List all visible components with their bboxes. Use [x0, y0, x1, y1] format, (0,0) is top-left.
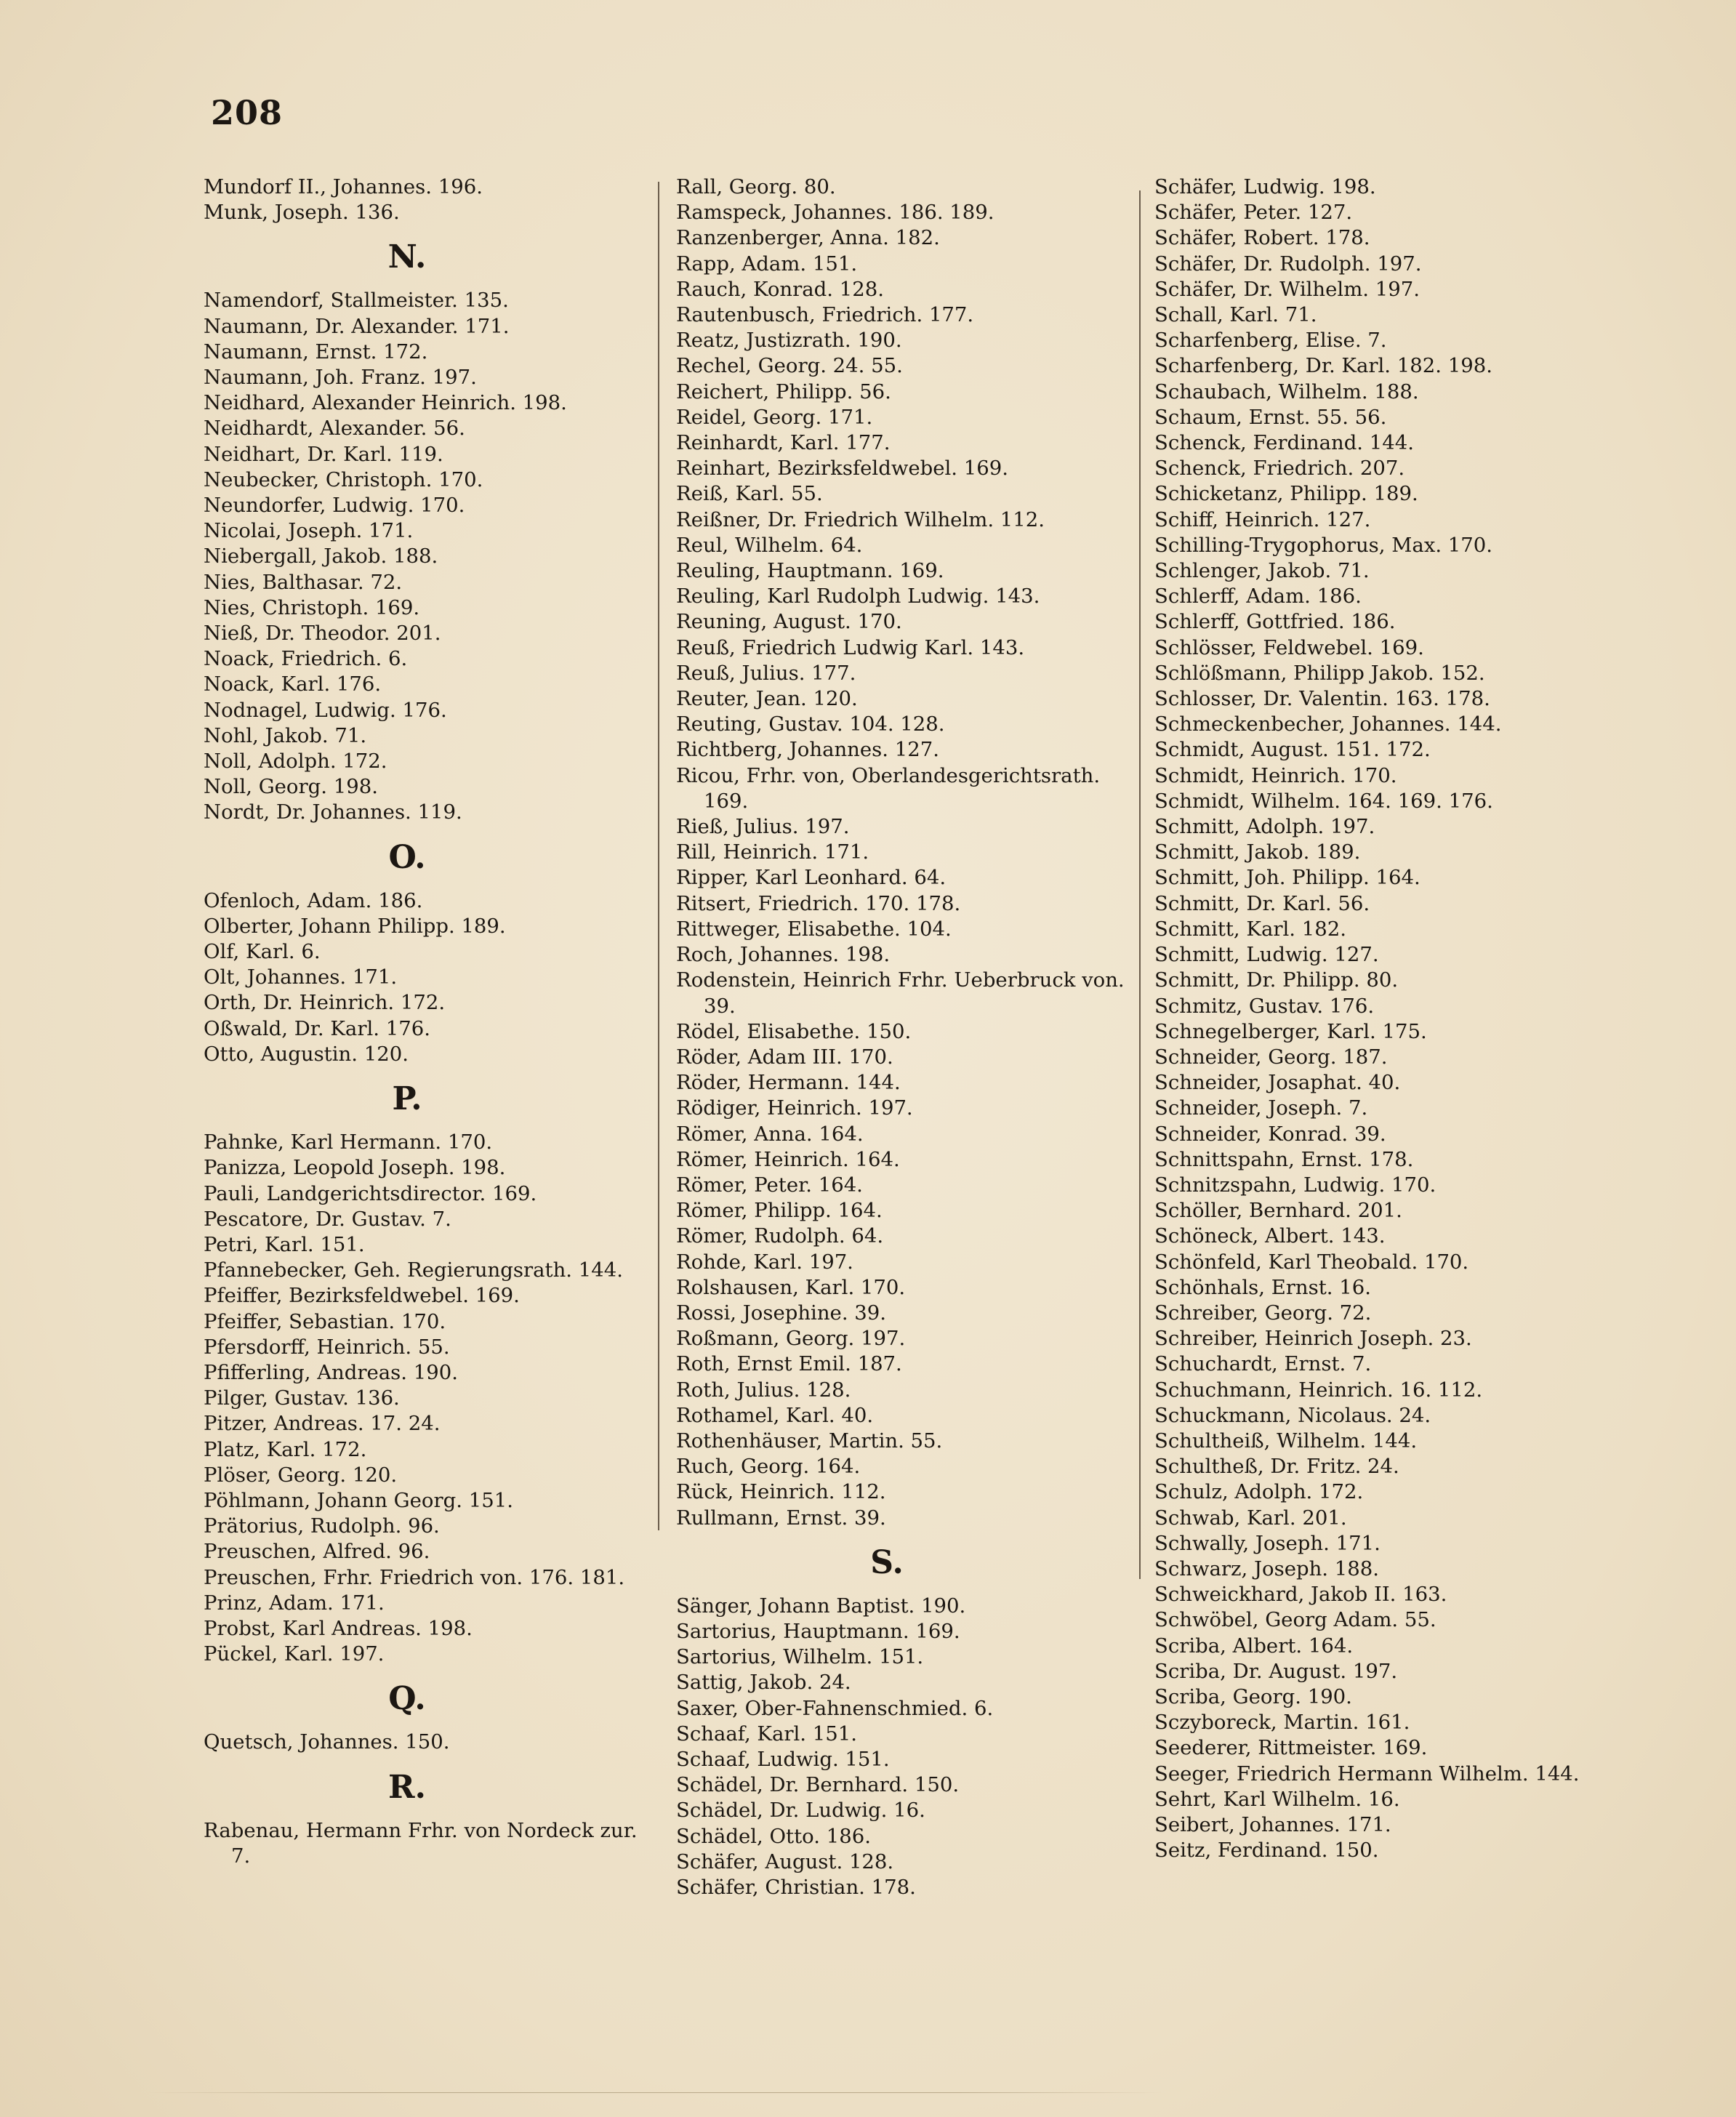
index-entry: Schmidt, Heinrich. 170.: [1154, 763, 1397, 787]
index-entry: Probst, Karl Andreas. 198.: [204, 1616, 473, 1640]
index-entry: Schmitt, Joh. Philipp. 164.: [1154, 866, 1420, 890]
index-entry: Schädel, Otto. 186.: [676, 1824, 871, 1848]
index-entry: Schweickhard, Jakob II. 163.: [1154, 1583, 1447, 1607]
index-entry: Schönfeld, Karl Theobald. 170.: [1154, 1250, 1469, 1274]
index-entry: Röder, Adam III. 170.: [676, 1045, 893, 1069]
index-entry: Ruch, Georg. 164.: [676, 1455, 861, 1479]
index-entry: Schneider, Josaphat. 40.: [1154, 1071, 1401, 1095]
index-entry: Schlosser, Dr. Valentin. 163. 178.: [1154, 687, 1490, 711]
index-entry: Noll, Georg. 198.: [204, 775, 378, 799]
index-entry: Rieß, Julius. 197.: [676, 815, 850, 839]
index-entry: Schönhals, Ernst. 16.: [1154, 1275, 1372, 1299]
index-entry: Namendorf, Stallmeister. 135.: [204, 289, 509, 313]
index-entry: Rothamel, Karl. 40.: [676, 1403, 874, 1427]
index-entry: Ofenloch, Adam. 186.: [204, 888, 423, 912]
index-entry: Schäfer, Dr. Wilhelm. 197.: [1154, 277, 1420, 301]
index-entry: Schnegelberger, Karl. 175.: [1154, 1019, 1427, 1043]
index-entry: Schaubach, Wilhelm. 188.: [1154, 379, 1419, 403]
index-entry: Rück, Heinrich. 112.: [676, 1480, 886, 1504]
index-entry: Röder, Hermann. 144.: [676, 1071, 901, 1095]
index-entry: Rullmann, Ernst. 39.: [676, 1506, 886, 1530]
index-entry: Schuckmann, Nicolaus. 24.: [1154, 1403, 1431, 1427]
index-entry: Reichert, Philipp. 56.: [676, 379, 891, 403]
index-entry: Pfeiffer, Sebastian. 170.: [204, 1309, 446, 1333]
index-entry: Nodnagel, Ludwig. 176.: [204, 698, 447, 722]
index-entry: Schlenger, Jakob. 71.: [1154, 559, 1370, 583]
index-entry: Ramspeck, Johannes. 186. 189.: [676, 201, 994, 225]
index-entry: Schmeckenbecher, Johannes. 144.: [1154, 712, 1502, 736]
index-entry: Schmitz, Gustav. 176.: [1154, 994, 1375, 1018]
index-entry: Pahnke, Karl Hermann. 170.: [204, 1130, 493, 1154]
index-entry: Schäfer, Dr. Rudolph. 197.: [1154, 252, 1422, 276]
index-entry: Quetsch, Johannes. 150.: [204, 1730, 450, 1754]
index-entry: Schultheß, Dr. Fritz. 24.: [1154, 1455, 1399, 1479]
index-entry: Prätorius, Rudolph. 96.: [204, 1514, 440, 1538]
index-entry: Schneider, Joseph. 7.: [1154, 1096, 1368, 1120]
index-entry: Schneider, Konrad. 39.: [1154, 1122, 1386, 1146]
section-letter-heading: N.: [387, 238, 427, 276]
index-entry: Scriba, Albert. 164.: [1154, 1634, 1354, 1658]
index-entry: Nies, Christoph. 169.: [204, 595, 420, 619]
index-entry: Neidhardt, Alexander. 56.: [204, 417, 465, 441]
index-entry: Nordt, Dr. Johannes. 119.: [204, 800, 462, 824]
index-entry: Schmitt, Karl. 182.: [1154, 917, 1347, 941]
index-entry: Pfeiffer, Bezirksfeldwebel. 169.: [204, 1284, 520, 1308]
index-entry: Neidhard, Alexander Heinrich. 198.: [204, 391, 567, 415]
index-entry: Schwöbel, Georg Adam. 55.: [1154, 1608, 1436, 1632]
index-entry: Niebergall, Jakob. 188.: [204, 545, 438, 569]
index-entry: Plöser, Georg. 120.: [204, 1463, 398, 1487]
index-entry: Seederer, Rittmeister. 169.: [1154, 1736, 1428, 1760]
index-entry: Schmidt, Wilhelm. 164. 169. 176.: [1154, 789, 1493, 813]
index-entry: Schaaf, Ludwig. 151.: [676, 1747, 890, 1771]
index-entry: Schwally, Joseph. 171.: [1154, 1531, 1381, 1555]
index-entry: Schöneck, Albert. 143.: [1154, 1224, 1386, 1248]
index-entry: Neundorfer, Ludwig. 170.: [204, 494, 465, 518]
index-entry: Nicolai, Joseph. 171.: [204, 519, 414, 543]
index-entry: Olt, Johannes. 171.: [204, 965, 398, 989]
index-entry: Rödiger, Heinrich. 197.: [676, 1096, 913, 1120]
index-entry: Rodenstein, Heinrich Frhr. Ueberbruck von. 39.: [676, 968, 1125, 1018]
section-letter-heading: R.: [388, 1768, 426, 1806]
index-entry: Sartorius, Hauptmann. 169.: [676, 1619, 960, 1643]
index-entry: Schilling-Trygophorus, Max. 170.: [1154, 533, 1493, 557]
index-entry: Reuling, Karl Rudolph Ludwig. 143.: [676, 585, 1040, 608]
index-entry: Schäfer, Robert. 178.: [1154, 226, 1370, 250]
index-entry: Sczyboreck, Martin. 161.: [1154, 1711, 1410, 1735]
index-entry: Sehrt, Karl Wilhelm. 16.: [1154, 1787, 1400, 1811]
index-entry: Scharfenberg, Dr. Karl. 182. 198.: [1154, 354, 1492, 378]
index-entry: Schwab, Karl. 201.: [1154, 1506, 1347, 1530]
index-entry: Sattig, Jakob. 24.: [676, 1671, 851, 1695]
index-entry: Pilger, Gustav. 136.: [204, 1386, 400, 1410]
index-entry: Schall, Karl. 71.: [1154, 303, 1317, 327]
index-entry: Reuning, August. 170.: [676, 610, 902, 634]
index-entry: Schädel, Dr. Ludwig. 16.: [676, 1799, 925, 1823]
index-entry: Nies, Balthasar. 72.: [204, 570, 403, 594]
index-entry: Schulz, Adolph. 172.: [1154, 1480, 1364, 1504]
index-entry: Schreiber, Heinrich Joseph. 23.: [1154, 1327, 1472, 1351]
index-entry: Munk, Joseph. 136.: [204, 201, 400, 225]
index-entry: Naumann, Dr. Alexander. 171.: [204, 314, 510, 338]
index-entry: Ranzenberger, Anna. 182.: [676, 226, 940, 250]
index-entry: Seitz, Ferdinand. 150.: [1154, 1839, 1379, 1863]
index-entry: Nieß, Dr. Theodor. 201.: [204, 622, 441, 646]
index-entry: Schicketanz, Philipp. 189.: [1154, 482, 1418, 506]
index-entry: Noack, Friedrich. 6.: [204, 647, 408, 671]
index-entry: Neubecker, Christoph. 170.: [204, 467, 483, 491]
index-entry: Schäfer, Peter. 127.: [1154, 201, 1353, 225]
index-entry: Pitzer, Andreas. 17. 24.: [204, 1412, 441, 1436]
index-entry: Schwarz, Joseph. 188.: [1154, 1556, 1379, 1580]
index-entry: Oßwald, Dr. Karl. 176.: [204, 1016, 430, 1040]
index-entry: Sartorius, Wilhelm. 151.: [676, 1645, 924, 1669]
index-entry: Schultheiß, Wilhelm. 144.: [1154, 1429, 1418, 1453]
index-entry: Römer, Rudolph. 64.: [676, 1224, 884, 1248]
index-entry: Schäfer, August. 128.: [676, 1849, 894, 1873]
index-column-3: [1154, 174, 1605, 1863]
index-entry: Sänger, Johann Baptist. 190.: [676, 1594, 966, 1618]
index-entry: Ripper, Karl Leonhard. 64.: [676, 866, 947, 890]
index-entry: Reißner, Dr. Friedrich Wilhelm. 112.: [676, 507, 1045, 531]
index-entry: Reidel, Georg. 171.: [676, 405, 873, 429]
index-entry: Pfannebecker, Geh. Regierungsrath. 144.: [204, 1258, 623, 1282]
index-entry: Rolshausen, Karl. 170.: [676, 1275, 906, 1299]
index-entry: Schädel, Dr. Bernhard. 150.: [676, 1773, 960, 1797]
index-entry: Rall, Georg. 80.: [676, 175, 836, 198]
index-entry: Prinz, Adam. 171.: [204, 1591, 385, 1615]
index-entry: Olf, Karl. 6.: [204, 940, 321, 964]
index-entry: Mundorf II., Johannes. 196.: [204, 175, 483, 198]
index-entry: Schuchmann, Heinrich. 16. 112.: [1154, 1378, 1483, 1402]
index-entry: Römer, Anna. 164.: [676, 1122, 864, 1146]
index-entry: Pescatore, Dr. Gustav. 7.: [204, 1207, 451, 1231]
index-entry: Richtberg, Johannes. 127.: [676, 738, 939, 762]
index-entry: Olberter, Johann Philipp. 189.: [204, 914, 506, 938]
section-letter-heading: Q.: [388, 1680, 426, 1718]
index-entry: Schlerff, Adam. 186.: [1154, 585, 1362, 608]
index-entry: Roth, Ernst Emil. 187.: [676, 1352, 902, 1376]
index-entry: Römer, Heinrich. 164.: [676, 1147, 900, 1171]
index-entry: Schäfer, Christian. 178.: [676, 1876, 916, 1899]
index-entry: Nohl, Jakob. 71.: [204, 723, 367, 747]
section-letter-heading: P.: [392, 1080, 422, 1118]
index-entry: Neidhart, Dr. Karl. 119.: [204, 442, 443, 466]
index-entry: Pöhlmann, Johann Georg. 151.: [204, 1488, 513, 1512]
index-entry: Rabenau, Hermann Frhr. von Nordeck zur. 7.: [204, 1818, 638, 1868]
index-entry: Reatz, Justizrath. 190.: [676, 329, 902, 353]
index-entry: Noll, Adolph. 172.: [204, 750, 387, 774]
page-edge-shadow: [145, 2092, 1163, 2093]
index-entry: Reuß, Julius. 177.: [676, 661, 856, 685]
index-entry: Noack, Karl. 176.: [204, 672, 382, 696]
section-letter-heading: S.: [870, 1543, 904, 1581]
index-entry: Reiß, Karl. 55.: [676, 482, 823, 506]
index-entry: Schmitt, Dr. Philipp. 80.: [1154, 968, 1399, 992]
index-entry: Reuling, Hauptmann. 169.: [676, 559, 944, 583]
index-entry: Scriba, Georg. 190.: [1154, 1684, 1352, 1708]
index-entry: Pückel, Karl. 197.: [204, 1642, 385, 1666]
index-entry: Schaum, Ernst. 55. 56.: [1154, 405, 1387, 429]
index-entry: Preuschen, Alfred. 96.: [204, 1540, 430, 1564]
index-entry: Schreiber, Georg. 72.: [1154, 1301, 1372, 1325]
index-entry: Pfifferling, Andreas. 190.: [204, 1360, 459, 1384]
index-entry: Reuß, Friedrich Ludwig Karl. 143.: [676, 635, 1025, 659]
index-entry: Reuting, Gustav. 104. 128.: [676, 712, 945, 736]
index-entry: Roth, Julius. 128.: [676, 1378, 851, 1402]
index-entry: Pauli, Landgerichtsdirector. 169.: [204, 1181, 537, 1205]
index-entry: Schlerff, Gottfried. 186.: [1154, 610, 1396, 634]
index-entry: Rechel, Georg. 24. 55.: [676, 354, 903, 378]
index-entry: Ricou, Frhr. von, Oberlandesgerichtsrath. 169.: [676, 763, 1101, 813]
index-entry: Schlößmann, Philipp Jakob. 152.: [1154, 661, 1485, 685]
index-entry: Scriba, Dr. August. 197.: [1154, 1659, 1398, 1683]
index-entry: Rill, Heinrich. 171.: [676, 840, 869, 864]
index-entry: Naumann, Ernst. 172.: [204, 340, 428, 363]
index-entry: Saxer, Ober-Fahnenschmied. 6.: [676, 1696, 994, 1720]
index-entry: Orth, Dr. Heinrich. 172.: [204, 991, 446, 1015]
index-entry: Schmitt, Ludwig. 127.: [1154, 943, 1379, 967]
index-entry: Reuter, Jean. 120.: [676, 687, 858, 711]
page-number: 208: [211, 93, 284, 132]
index-entry: Panizza, Leopold Joseph. 198.: [204, 1156, 506, 1180]
index-entry: Schiff, Heinrich. 127.: [1154, 507, 1371, 531]
index-entry: Rossi, Josephine. 39.: [676, 1301, 887, 1325]
index-entry: Pfersdorff, Heinrich. 55.: [204, 1335, 450, 1359]
index-entry: Rautenbusch, Friedrich. 177.: [676, 303, 974, 327]
index-entry: Schnitzspahn, Ludwig. 170.: [1154, 1173, 1436, 1197]
index-entry: Rauch, Konrad. 128.: [676, 277, 884, 301]
index-entry: Reul, Wilhelm. 64.: [676, 533, 863, 557]
index-entry: Schenck, Ferdinand. 144.: [1154, 431, 1415, 455]
index-entry: Schuchardt, Ernst. 7.: [1154, 1352, 1372, 1376]
index-entry: Rittweger, Elisabethe. 104.: [676, 917, 952, 941]
index-entry: Rödel, Elisabethe. 150.: [676, 1019, 912, 1043]
index-entry: Schmitt, Jakob. 189.: [1154, 840, 1361, 864]
index-entry: Platz, Karl. 172.: [204, 1437, 367, 1461]
index-entry: Schäfer, Ludwig. 198.: [1154, 175, 1376, 198]
index-entry: Scharfenberg, Elise. 7.: [1154, 329, 1387, 353]
index-entry: Rothenhäuser, Martin. 55.: [676, 1429, 943, 1453]
index-entry: Schaaf, Karl. 151.: [676, 1722, 858, 1746]
index-entry: Preuschen, Frhr. Friedrich von. 176. 181.: [204, 1565, 625, 1589]
index-entry: Schlösser, Feldwebel. 169.: [1154, 635, 1424, 659]
index-entry: Schneider, Georg. 187.: [1154, 1045, 1388, 1069]
index-entry: Schmitt, Adolph. 197.: [1154, 815, 1375, 839]
index-entry: Petri, Karl. 151.: [204, 1232, 365, 1256]
index-entry: Schenck, Friedrich. 207.: [1154, 457, 1405, 481]
index-entry: Rohde, Karl. 197.: [676, 1250, 853, 1274]
column-divider: [658, 182, 659, 1530]
index-entry: Römer, Philipp. 164.: [676, 1199, 883, 1223]
index-entry: Roßmann, Georg. 197.: [676, 1327, 906, 1351]
index-entry: Ritsert, Friedrich. 170. 178.: [676, 891, 961, 915]
index-entry: Roch, Johannes. 198.: [676, 943, 891, 967]
index-entry: Naumann, Joh. Franz. 197.: [204, 366, 477, 390]
index-entry: Römer, Peter. 164.: [676, 1173, 863, 1197]
index-entry: Schöller, Bernhard. 201.: [1154, 1199, 1402, 1223]
index-entry: Otto, Augustin. 120.: [204, 1042, 409, 1066]
index-entry: Schnittspahn, Ernst. 178.: [1154, 1147, 1414, 1171]
index-entry: Schmidt, August. 151. 172.: [1154, 738, 1431, 762]
index-entry: Seeger, Friedrich Hermann Wilhelm. 144.: [1154, 1762, 1580, 1785]
index-entry: Reinhart, Bezirksfeldwebel. 169.: [676, 457, 1009, 481]
index-entry: Reinhardt, Karl. 177.: [676, 431, 891, 455]
index-column-2: [676, 174, 1149, 1900]
index-column-1: [204, 174, 640, 1869]
index-entry: Seibert, Johannes. 171.: [1154, 1813, 1391, 1836]
index-entry: Rapp, Adam. 151.: [676, 252, 858, 276]
index-entry: Schmitt, Dr. Karl. 56.: [1154, 891, 1370, 915]
section-letter-heading: O.: [388, 838, 426, 876]
